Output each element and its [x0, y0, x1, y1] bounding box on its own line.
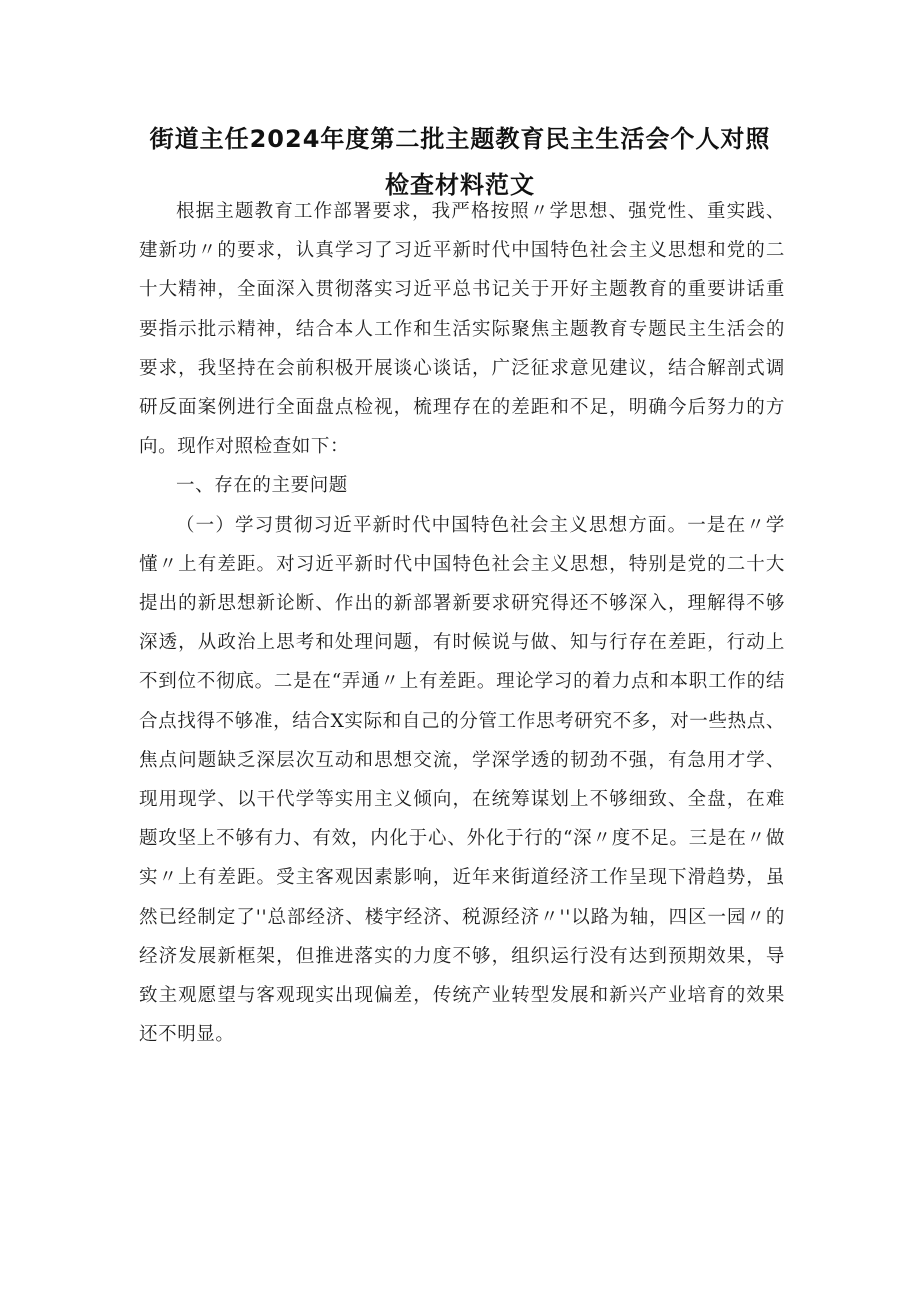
section-heading: 一、存在的主要问题 [176, 475, 348, 497]
section-1-paragraph: （一）学习贯彻习近平新时代中国特色社会主义思想方面。一是在〃学懂〃上有差距。对习近平新时代中国特色社会主义思想，特别是党的二十大提出的新思想新论断、作出的新部署新要求研究得还不够深入，理解得不够深透，从政治上思考和处理问题，有时候说与做、知与行存在差距，行动上不到位不彻底。二是在“弄通〃上有差距。理论学习的着力点和本职工作的结合点找得不够准，结合X实际和自己的分管工作思考研究不多，对一些热点、焦点问题缺乏深层次互动和思想交流，学深学透的韧劲不强，有急用才学、现用现学、以干代学等实用主义倾向，在统筹谋划上不够细致、全盘，在难题攻坚上不够有力、有效，内化于心、外化于行的“深〃度不足。三是在〃做实〃上有差距。受主客观因素影响，近年来街道经济工作呈现下滑趋势，虽然已经制定了''总部经济、楼宇经济、税源经济〃''以路为轴，四区一园〃的经济发展新框架，但推进落实的力度不够，组织运行没有达到预期效果，导致主观愿望与客观现实出现偏差，传统产业转型发展和新兴产业培育的效果还不明显。 [139, 514, 785, 1046]
document-title: 街道主任2024年度第二批主题教育民主生活会个人对照检查材料范文 [149, 125, 771, 199]
intro-paragraph: 根据主题教育工作部署要求，我严格按照〃学思想、强党性、重实践、建新功〃的要求，认真学习了习近平新时代中国特色社会主义思想和党的二十大精神，全面深入贯彻落实习近平总书记关于开好主题教育的重要讲话重要指示批示精神，结合本人工作和生活实际聚焦主题教育专题民主生活会的要求，我坚持在会前积极开展谈心谈话，广泛征求意见建议，结合解剖式调研反面案例进行全面盘点检视，梳理存在的差距和不足，明确今后努力的方向。现作对照检查如下： [139, 201, 785, 458]
document-body [139, 192, 785, 1054]
